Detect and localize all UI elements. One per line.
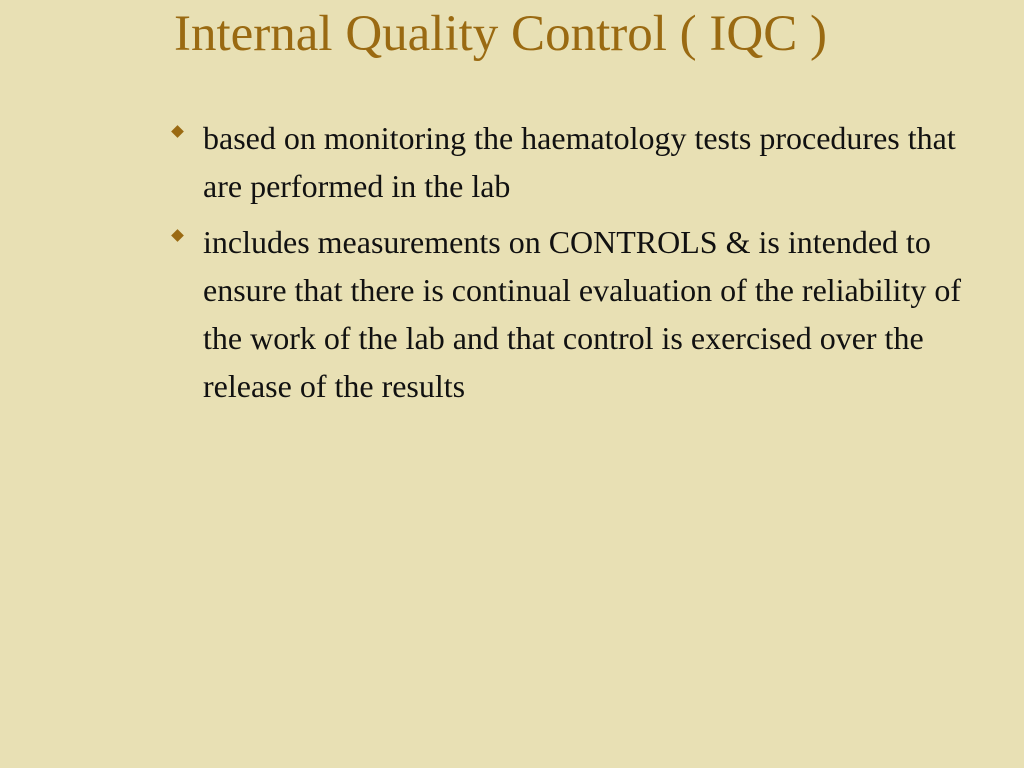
- bullet-text-2: includes measurements on CONTROLS & is intended to ensure that there is continual evaluation of the reliability of the work of the lab and that control is exercised over the release of the results: [203, 224, 961, 404]
- diamond-bullet-icon: [171, 218, 185, 266]
- bullet-list: [167, 114, 997, 418]
- slide-title: Internal Quality Control ( IQC ): [174, 6, 827, 62]
- bullet-item-2: [167, 218, 997, 410]
- diamond-bullet-icon: [171, 114, 185, 162]
- bullet-item-1: [167, 114, 997, 210]
- bullet-text-1: based on monitoring the haematology tests procedures that are performed in the lab: [203, 120, 956, 204]
